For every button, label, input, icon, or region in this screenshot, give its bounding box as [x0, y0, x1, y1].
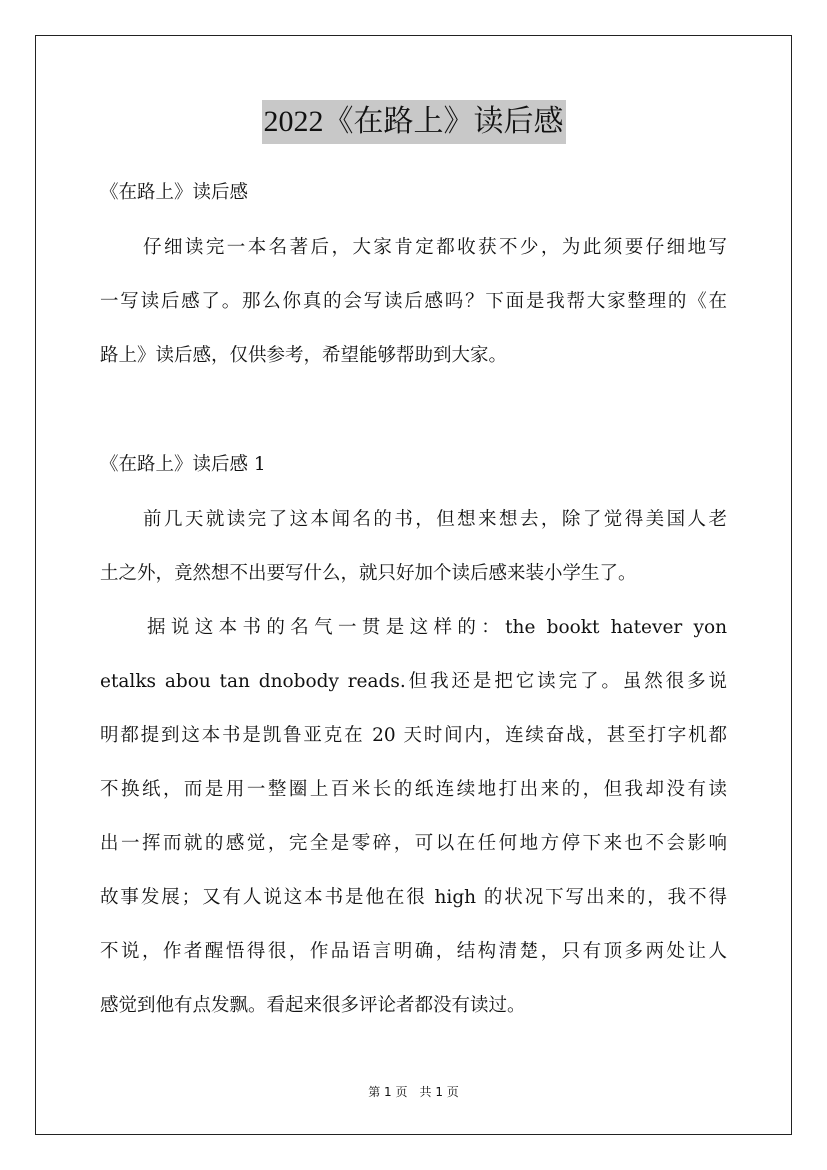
para2-line-6: 故事发展；又有人说这本书是他在很 high 的状况下写出来的，我不得: [100, 887, 727, 908]
para1-line-1: 前几天就读完了这本闻名的书，但想来想去，除了觉得美国人老: [143, 509, 727, 530]
para2-line-8: 感觉到他有点发飘。看起来很多评论者都没有读过。: [100, 995, 526, 1016]
page-footer: 第 1 页 共 1 页: [368, 1085, 459, 1099]
para2-line-4: 不换纸，而是用一整圈上百米长的纸连续地打出来的，但我却没有读: [100, 779, 727, 800]
document-title: 2022《在路上》读后感: [262, 100, 566, 144]
intro-line-3: 路上》读后感，仅供参考，希望能够帮助到大家。: [100, 345, 508, 366]
para2-line-5: 出一挥而就的感觉，完全是零碎，可以在任何地方停下来也不会影响: [100, 833, 727, 854]
para1-line-2: 土之外，竟然想不出要写什么，就只好加个读后感来装小学生了。: [100, 563, 637, 584]
intro-line-2: 一写读后感了。那么你真的会写读后感吗？下面是我帮大家整理的《在: [100, 291, 727, 312]
para2-line-2: etalks abou tan dnobody reads.但我还是把它读完了。虽然很多说: [100, 671, 727, 692]
intro-line-1: 仔细读完一本名著后，大家肯定都收获不少，为此须要仔细地写: [143, 237, 727, 258]
title-container: [0, 100, 827, 144]
para2-line-3: 明都提到这本书是凯鲁亚克在 20 天时间内，连续奋战，甚至打字机都: [100, 725, 727, 746]
section-heading: 《在路上》读后感 1: [100, 454, 266, 475]
subheading: 《在路上》读后感: [100, 182, 249, 203]
para2-line-1: 据说这本书的名气一贯是这样的：the bookt hatever yon: [147, 617, 727, 638]
para2-line-7: 不说，作者醒悟得很，作品语言明确，结构清楚，只有顶多两处让人: [100, 941, 727, 962]
